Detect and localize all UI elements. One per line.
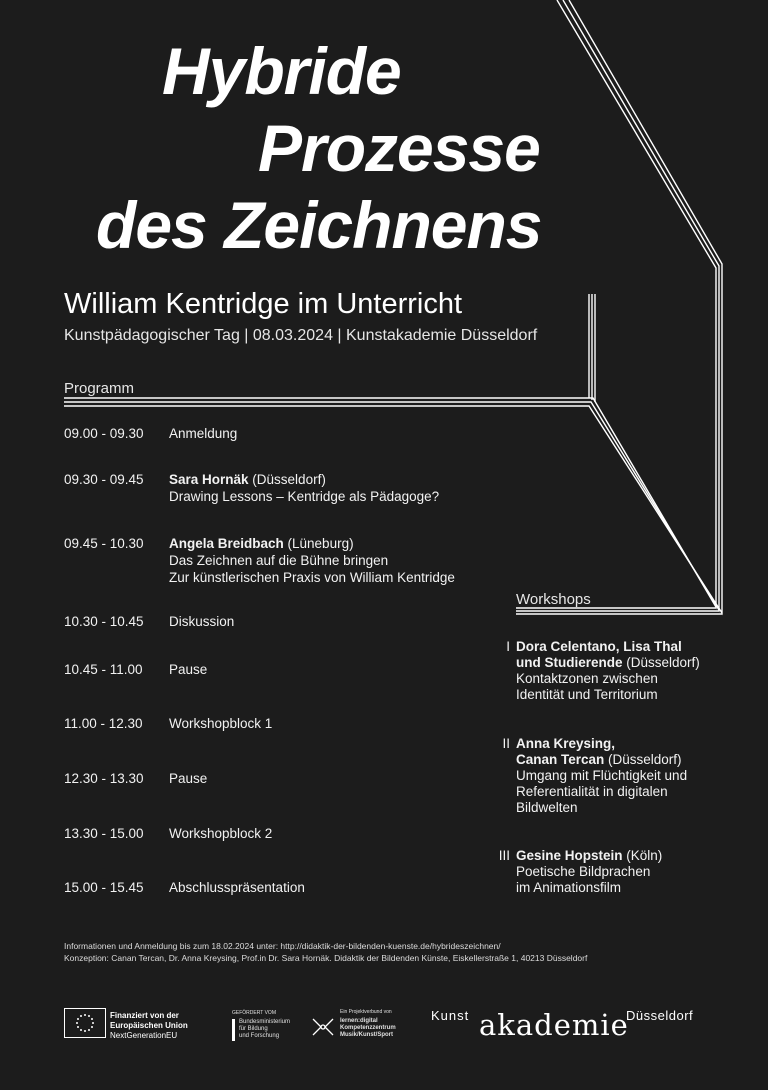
workshop-title: Bildwelten [516, 800, 578, 815]
bmbf-line-3: und Forschung [239, 1033, 280, 1039]
talk-title: Drawing Lessons – Kentridge als Pädagoge? [169, 489, 440, 504]
program-text: Workshopblock 2 [169, 826, 273, 841]
akademie-kunst: Kunst [431, 1008, 470, 1023]
workshop-title: Umgang mit Flüchtigkeit und [516, 768, 688, 783]
program-text: Pause [169, 662, 208, 677]
program-time: 09.45 - 10.30 [64, 536, 144, 551]
tagline: Kunstpädagogischer Tag | 08.03.2024 | Kunstakademie Düsseldorf [64, 327, 538, 344]
talk-title: Das Zeichnen auf die Bühne bringen [169, 553, 389, 568]
workshops-label: Workshops [516, 591, 591, 608]
lernen-digital-icon [311, 1016, 335, 1043]
workshop-place: (Düsseldorf) [604, 752, 682, 767]
programm-label: Programm [64, 380, 135, 397]
akademie-word: akademie [479, 1008, 629, 1042]
lernen-top: Ein Projektverbund von [340, 1009, 392, 1015]
program-time: 09.30 - 09.45 [64, 472, 144, 487]
program-time: 10.30 - 10.45 [64, 614, 144, 629]
talk-subtitle: Zur künstlerischen Praxis von William Kentridge [169, 570, 455, 585]
footer-credits: Konzeption: Canan Tercan, Dr. Anna Kreysing, Prof.in Dr. Sara Hornäk. Didaktik der Bildenden Künste, Eiskellerstraße 1, 40213 Düsseldorf [64, 953, 588, 963]
workshop-leaders: Dora Celentano, Lisa Thal [516, 639, 682, 654]
program-text: Workshopblock 1 [169, 716, 273, 731]
title-line-1: Hybride [162, 34, 401, 108]
workshop-leaders: Gesine Hopstein [516, 848, 623, 863]
workshop-leaders: Anna Kreysing, [516, 736, 616, 751]
speaker-place: (Düsseldorf) [248, 472, 326, 487]
workshop-title: Kontaktzonen zwischen [516, 671, 658, 686]
workshop-place: (Düsseldorf) [622, 655, 700, 670]
program-text: Anmeldung [169, 426, 238, 441]
title-line-3: des Zeichnens [96, 188, 542, 262]
workshop-number: I [506, 639, 510, 654]
workshop-number: II [502, 736, 510, 751]
eu-line-1: Finanziert von der [110, 1011, 179, 1020]
program-time: 09.00 - 09.30 [64, 426, 144, 441]
workshop-title: Referentialität in digitalen [516, 784, 668, 799]
akademie-city: Düsseldorf [626, 1008, 694, 1023]
program-time: 11.00 - 12.30 [64, 716, 143, 731]
workshop-title: im Animationsfilm [516, 880, 622, 895]
workshop-number: III [498, 848, 510, 863]
bmbf-top: GEFÖRDERT VOM [232, 1010, 276, 1016]
workshop-leaders: und Studierende [516, 655, 623, 670]
lernen-digital-logo [340, 1009, 396, 1039]
program-time: 13.30 - 15.00 [64, 826, 144, 841]
program-text: Pause [169, 771, 208, 786]
speaker-name: Sara Hornäk [169, 472, 249, 487]
speaker-name: Angela Breidbach [169, 536, 284, 551]
title-line-2: Prozesse [258, 111, 540, 185]
program-time: 12.30 - 13.30 [64, 771, 144, 786]
subtitle: William Kentridge im Unterricht [64, 288, 463, 320]
program-text: Diskussion [169, 614, 235, 629]
footer-info: Informationen und Anmeldung bis zum 18.02.2024 unter: http://didaktik-der-bildenden-kuenste.de/hybrideszeichnen/ [64, 941, 501, 951]
bmbf-logo [232, 1010, 290, 1041]
lernen-line-3: Musik/Kunst/Sport [340, 1032, 394, 1038]
bmbf-line-1: Bundesministerium [239, 1019, 291, 1025]
bmbf-line-2: für Bildung [239, 1026, 268, 1032]
workshop-title: Identität und Territorium [516, 687, 658, 702]
lernen-line-1: lernen:digital [340, 1018, 378, 1024]
lernen-line-2: Kompetenzzentrum [340, 1025, 396, 1031]
program-time: 15.00 - 15.45 [64, 880, 144, 895]
workshop-leaders: Canan Tercan [516, 752, 605, 767]
flag-bar-icon [232, 1019, 235, 1041]
workshop-place: (Köln) [622, 848, 663, 863]
program-text: Abschlusspräsentation [169, 880, 305, 895]
eu-line-3: NextGenerationEU [110, 1031, 178, 1040]
eu-line-2: Europäischen Union [110, 1021, 188, 1030]
eu-logo-text [110, 1011, 188, 1041]
program-time: 10.45 - 11.00 [64, 662, 143, 677]
speaker-place: (Lüneburg) [283, 536, 354, 551]
eu-flag-icon [64, 1008, 106, 1038]
workshop-title: Poetische Bildprachen [516, 864, 651, 879]
